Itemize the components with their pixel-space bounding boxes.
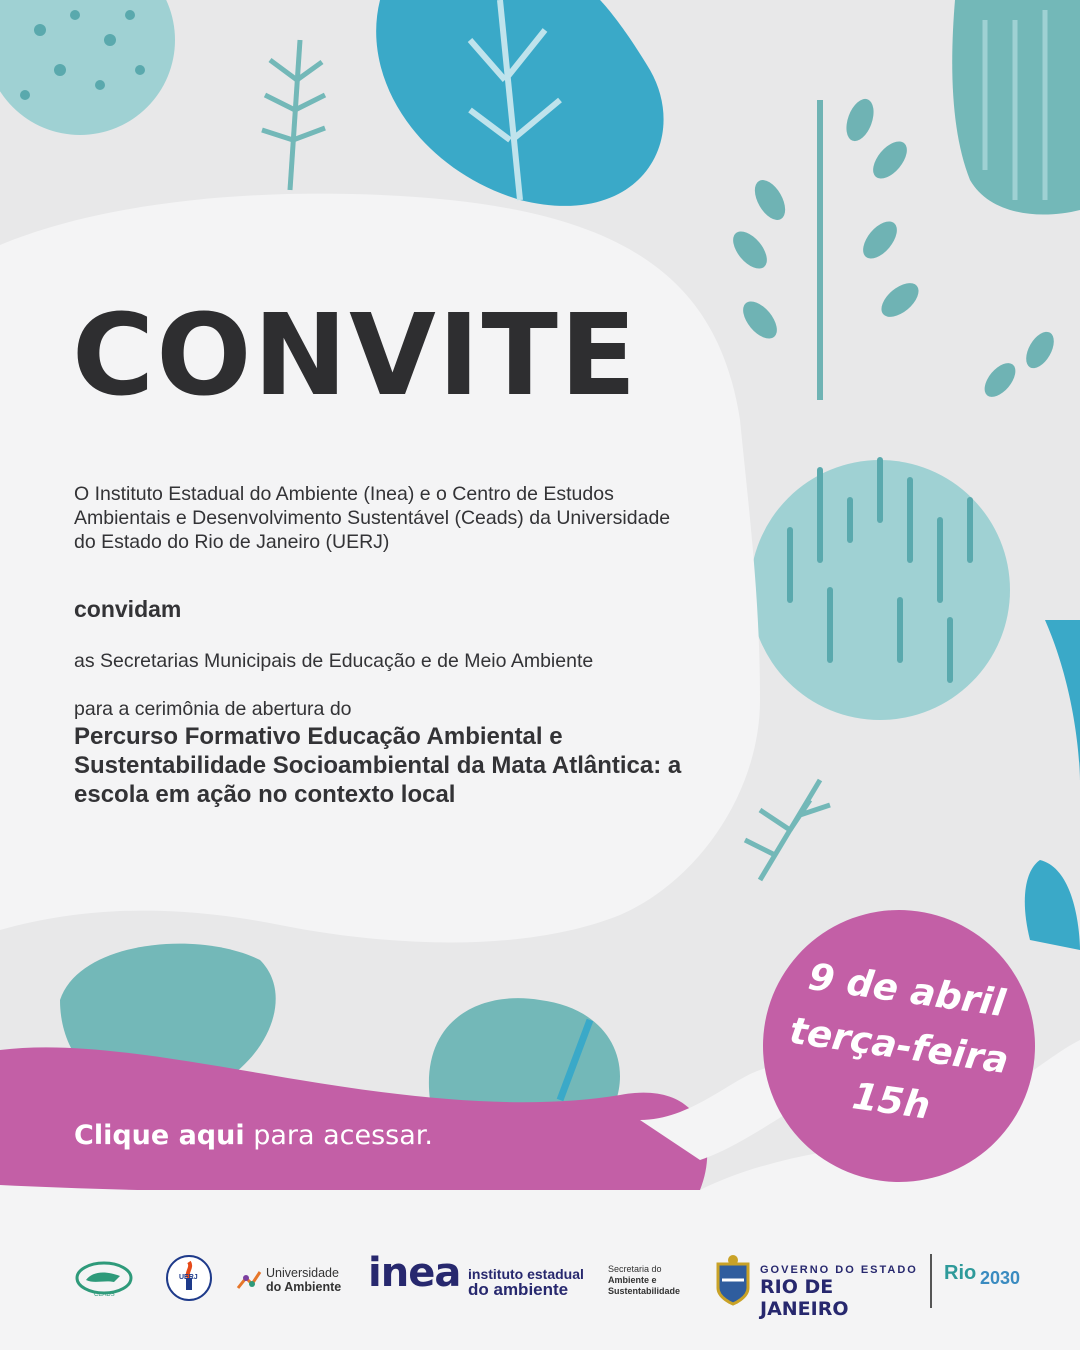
rio-label: Rio <box>944 1262 977 1284</box>
blue-leaf-right <box>1025 860 1080 950</box>
access-link[interactable] <box>74 1120 433 1151</box>
dotted-circle-topleft <box>0 0 175 135</box>
universidade-label-2: do Ambiente <box>266 1280 342 1294</box>
intro-text: O Instituto Estadual do Ambiente (Inea) e o Centro de Estudos Ambientais e Desenvolvimento Sustentável (Ceads) da Universidade do Estado do Rio de Janeiro (UERJ) <box>74 483 671 553</box>
access-link-rest[interactable]: para acessar. <box>244 1120 433 1151</box>
universidade-label-1: Universidade <box>266 1266 339 1280</box>
secretaria-ambiente-logo <box>608 1264 698 1300</box>
uerj-logo <box>165 1252 213 1304</box>
uerj-label: UERJ <box>179 1274 198 1281</box>
secretaria-label-3: Sustentabilidade <box>608 1286 681 1296</box>
governo-label-1: GOVERNO DO ESTADO <box>760 1264 918 1276</box>
inea-label-2: do ambiente <box>468 1280 569 1299</box>
inea-logo <box>368 1250 588 1299</box>
inea-label-1: instituto estadual <box>468 1266 584 1282</box>
ceads-logo <box>74 1260 134 1300</box>
ceads-label: CEADS <box>94 1292 115 1298</box>
rio2030-logo <box>944 1262 1024 1302</box>
logo-bar <box>0 1230 1080 1330</box>
para-text: para a cerimônia de abertura do <box>74 698 352 720</box>
date-day: 9 de abril <box>805 954 1008 1026</box>
coat-of-arms-icon <box>712 1254 754 1308</box>
inea-mark: inea <box>368 1250 461 1296</box>
date-time: 15h <box>849 1074 933 1128</box>
event-name: Percurso Formativo Educação Ambiental e Sustentabilidade Socioambiental da Mata Atlântica: a escola em ação no contexto local <box>74 723 682 808</box>
logo-divider <box>930 1254 932 1308</box>
page-title: CONVITE <box>72 291 639 421</box>
secretaria-label-2: Ambiente e <box>608 1275 657 1285</box>
fern-top <box>262 40 325 190</box>
universidade-do-ambiente-logo <box>236 1266 346 1296</box>
governo-rj-logo <box>712 1254 922 1320</box>
governo-label-2: RIO DE JANEIRO <box>760 1276 849 1320</box>
secretarias-text: as Secretarias Municipais de Educação e de Meio Ambiente <box>74 650 594 672</box>
date-weekday: terça-feira <box>786 1008 1012 1083</box>
secretaria-label-1: Secretaria do <box>608 1264 662 1274</box>
access-link-strong[interactable]: Clique aqui <box>74 1120 245 1151</box>
rio-number: 2030 <box>980 1268 1021 1288</box>
convidam-text: convidam <box>74 596 182 622</box>
